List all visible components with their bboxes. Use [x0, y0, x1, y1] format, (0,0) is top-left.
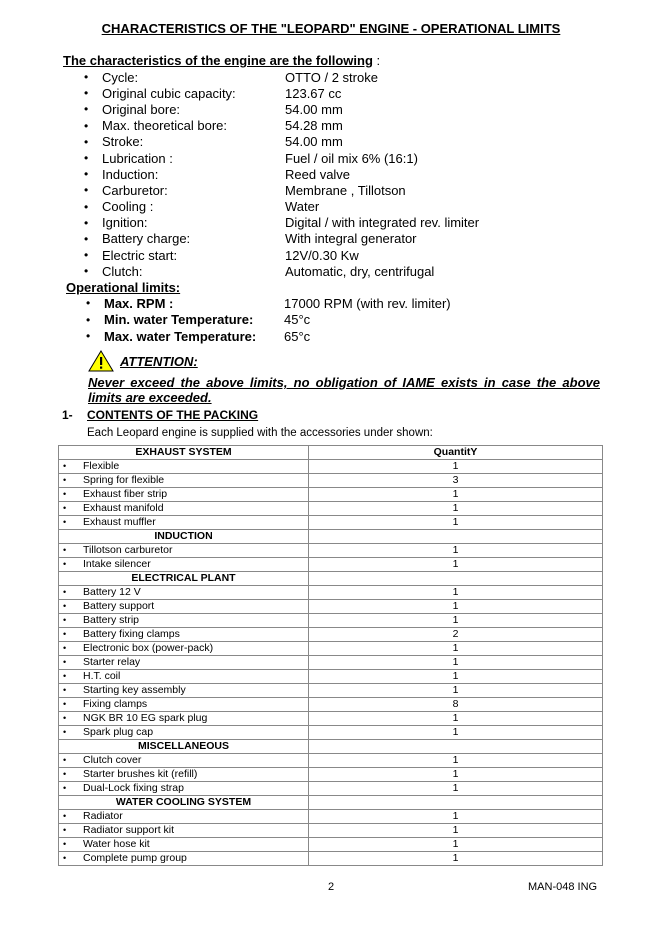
- table-row: [59, 628, 603, 642]
- table-row: [59, 600, 603, 614]
- characteristic-label: Original cubic capacity:: [102, 85, 236, 101]
- bullet-icon: •: [63, 853, 67, 863]
- table-row: [59, 782, 603, 796]
- item-name: H.T. coil: [83, 670, 121, 682]
- table-cell-quantity: 1: [309, 488, 603, 502]
- table-row: [59, 824, 603, 838]
- bullet-icon: •: [63, 769, 67, 779]
- characteristics-heading-text: The characteristics of the engine are the following: [63, 53, 373, 68]
- characteristic-label: Cooling :: [102, 199, 154, 215]
- table-cell-item: [59, 754, 309, 768]
- bullet-icon: •: [84, 248, 89, 263]
- section-title: CONTENTS OF THE PACKING: [87, 408, 259, 422]
- item-name: Radiator: [83, 810, 123, 822]
- table-section-label: MISCELLANEOUS: [59, 740, 309, 754]
- characteristic-value: Automatic, dry, centrifugal: [285, 263, 435, 279]
- table-row: [59, 726, 603, 740]
- table-cell-item: [59, 726, 309, 740]
- bullet-icon: •: [84, 167, 89, 182]
- characteristic-value: 54.00 mm: [285, 134, 343, 150]
- item-name: Starter relay: [83, 656, 141, 668]
- table-cell-quantity: 2: [309, 628, 603, 642]
- packing-table: [58, 445, 603, 866]
- characteristic-label: Stroke:: [102, 134, 144, 150]
- bullet-icon: •: [84, 70, 89, 85]
- list-item: [84, 85, 479, 101]
- table-cell-item: [59, 684, 309, 698]
- table-cell-item: [59, 614, 309, 628]
- table-cell-item: [59, 838, 309, 852]
- table-cell-quantity: 1: [309, 852, 603, 866]
- bullet-icon: •: [63, 545, 67, 555]
- list-item: [86, 295, 451, 312]
- table-row: [59, 698, 603, 712]
- list-item: [86, 312, 451, 329]
- item-name: Spark plug cap: [83, 726, 154, 738]
- table-cell-quantity: 1: [309, 516, 603, 530]
- item-name: Water hose kit: [83, 838, 150, 850]
- table-header-quantity: QuantitY: [309, 446, 603, 460]
- characteristic-value: OTTO / 2 stroke: [285, 69, 378, 85]
- table-section-row: [59, 740, 603, 754]
- list-item: [84, 69, 479, 85]
- table-cell-item: [59, 488, 309, 502]
- table-cell-quantity: 1: [309, 586, 603, 600]
- characteristic-value: Reed valve: [285, 166, 351, 182]
- characteristic-label: Battery charge:: [102, 231, 191, 247]
- table-section-label: ELECTRICAL PLANT: [59, 572, 309, 586]
- table-cell-item: [59, 782, 309, 796]
- bullet-icon: •: [84, 86, 89, 101]
- characteristic-value: Digital / with integrated rev. limiter: [285, 215, 480, 231]
- table-header-row: [59, 446, 603, 460]
- list-item: [86, 328, 451, 345]
- item-name: Starter brushes kit (refill): [83, 768, 198, 780]
- table-cell-item: [59, 852, 309, 866]
- limit-label: Min. water Temperature:: [104, 312, 254, 328]
- table-section-row: [59, 530, 603, 544]
- table-cell-item: [59, 642, 309, 656]
- page-number: 2: [327, 881, 335, 893]
- item-name: Electronic box (power-pack): [83, 642, 214, 654]
- table-row: [59, 684, 603, 698]
- table-cell-quantity: 1: [309, 614, 603, 628]
- table-row: [59, 474, 603, 488]
- list-item: [84, 150, 479, 166]
- table-header-item: EXHAUST SYSTEM: [59, 446, 309, 460]
- bullet-icon: •: [84, 264, 89, 279]
- table-section-label: WATER COOLING SYSTEM: [59, 796, 309, 810]
- table-cell-item: [59, 516, 309, 530]
- characteristic-label: Max. theoretical bore:: [102, 118, 228, 134]
- bullet-icon: •: [84, 102, 89, 117]
- section-number: 1-: [62, 408, 73, 422]
- list-item: [84, 134, 479, 150]
- item-name: Exhaust manifold: [83, 502, 164, 514]
- table-cell-quantity: 1: [309, 754, 603, 768]
- table-cell-item: [59, 656, 309, 670]
- operational-limits-heading: Operational limits:: [66, 280, 181, 295]
- characteristic-value: Water: [285, 199, 320, 215]
- list-item: [84, 166, 479, 182]
- table-cell-item: [59, 474, 309, 488]
- table-row: [59, 558, 603, 572]
- table-cell-quantity: 1: [309, 838, 603, 852]
- bullet-icon: •: [63, 657, 67, 667]
- item-name: Flexible: [83, 460, 120, 472]
- item-name: Battery support: [83, 600, 155, 612]
- table-cell-item: [59, 460, 309, 474]
- item-name: Tillotson carburetor: [83, 544, 173, 556]
- characteristic-value: 54.00 mm: [285, 101, 343, 117]
- characteristic-label: Cycle:: [102, 69, 139, 85]
- attention-title: ATTENTION:: [120, 353, 198, 369]
- item-name: NGK BR 10 EG spark plug: [83, 712, 208, 724]
- item-name: Complete pump group: [83, 852, 187, 864]
- bullet-icon: •: [63, 839, 67, 849]
- bullet-icon: •: [84, 134, 89, 149]
- table-cell-quantity: 1: [309, 684, 603, 698]
- section-intro: Each Leopard engine is supplied with the accessories under shown:: [87, 427, 433, 439]
- limit-label: Max. RPM :: [104, 295, 174, 311]
- warning-icon: [88, 350, 114, 372]
- list-item: [84, 182, 479, 198]
- table-row: [59, 488, 603, 502]
- table-cell-item: [59, 768, 309, 782]
- table-row: [59, 642, 603, 656]
- list-item: [84, 199, 479, 215]
- bullet-icon: •: [86, 312, 91, 327]
- table-row: [59, 768, 603, 782]
- bullet-icon: •: [63, 489, 67, 499]
- list-item: [84, 101, 479, 117]
- table-cell-quantity: 3: [309, 474, 603, 488]
- characteristics-heading: [63, 53, 380, 68]
- table-cell-item: [59, 600, 309, 614]
- characteristic-label: Ignition:: [102, 215, 148, 231]
- item-name: Intake silencer: [83, 558, 151, 570]
- table-section-label: INDUCTION: [59, 530, 309, 544]
- bullet-icon: •: [63, 671, 67, 681]
- table-cell-item: [59, 824, 309, 838]
- bullet-icon: •: [84, 183, 89, 198]
- item-name: Exhaust fiber strip: [83, 488, 168, 500]
- bullet-icon: •: [84, 151, 89, 166]
- item-name: Spring for flexible: [83, 474, 165, 486]
- characteristics-heading-suffix: :: [372, 53, 381, 68]
- bullet-icon: •: [63, 713, 67, 723]
- table-row: [59, 810, 603, 824]
- bullet-icon: •: [63, 587, 67, 597]
- bullet-icon: •: [84, 215, 89, 230]
- list-item: [84, 263, 479, 279]
- table-cell-quantity: 1: [309, 642, 603, 656]
- table-section-row: [59, 796, 603, 810]
- characteristic-value: Fuel / oil mix 6% (16:1): [285, 150, 418, 166]
- bullet-icon: •: [63, 643, 67, 653]
- item-name: Clutch cover: [83, 754, 142, 766]
- document-code: MAN-048 ING: [528, 881, 598, 893]
- item-name: Battery strip: [83, 614, 140, 626]
- table-cell-empty: [309, 530, 603, 544]
- table-cell-quantity: 1: [309, 824, 603, 838]
- list-item: [84, 231, 479, 247]
- limit-value: 17000 RPM (with rev. limiter): [284, 295, 451, 311]
- table-row: [59, 614, 603, 628]
- characteristic-value: Membrane , Tillotson: [285, 182, 406, 198]
- limit-value: 65°c: [284, 328, 311, 344]
- bullet-icon: •: [63, 559, 67, 569]
- bullet-icon: •: [63, 755, 67, 765]
- attention-box: [88, 349, 600, 405]
- bullet-icon: •: [84, 231, 89, 246]
- table-cell-quantity: 1: [309, 544, 603, 558]
- table-row: [59, 838, 603, 852]
- characteristic-label: Carburetor:: [102, 182, 168, 198]
- table-cell-quantity: 1: [309, 460, 603, 474]
- bullet-icon: •: [63, 503, 67, 513]
- item-name: Battery 12 V: [83, 586, 141, 598]
- table-cell-item: [59, 698, 309, 712]
- table-row: [59, 460, 603, 474]
- bullet-icon: •: [86, 329, 91, 344]
- table-cell-quantity: 1: [309, 600, 603, 614]
- table-cell-item: [59, 628, 309, 642]
- table-cell-item: [59, 586, 309, 600]
- characteristics-list: [84, 69, 479, 279]
- table-row: [59, 544, 603, 558]
- limit-value: 45°c: [284, 312, 311, 328]
- characteristic-label: Original bore:: [102, 101, 181, 117]
- item-name: Exhaust muffler: [83, 516, 156, 528]
- table-cell-quantity: 1: [309, 726, 603, 740]
- item-name: Starting key assembly: [83, 684, 186, 696]
- bullet-icon: •: [63, 811, 67, 821]
- table-cell-quantity: 1: [309, 768, 603, 782]
- characteristic-label: Induction:: [102, 166, 159, 182]
- characteristic-value: 54.28 mm: [285, 118, 343, 134]
- characteristic-value: With integral generator: [285, 231, 417, 247]
- table-row: [59, 754, 603, 768]
- table-cell-quantity: 1: [309, 810, 603, 824]
- bullet-icon: •: [63, 601, 67, 611]
- item-name: Dual-Lock fixing strap: [83, 782, 184, 794]
- table-row: [59, 516, 603, 530]
- table-cell-quantity: 1: [309, 712, 603, 726]
- section-heading: [62, 408, 258, 422]
- bullet-icon: •: [84, 118, 89, 133]
- operational-limits-list: [86, 295, 451, 345]
- item-name: Fixing clamps: [83, 698, 148, 710]
- bullet-icon: •: [63, 629, 67, 639]
- table-cell-item: [59, 712, 309, 726]
- item-name: Battery fixing clamps: [83, 628, 180, 640]
- bullet-icon: •: [63, 517, 67, 527]
- table-cell-item: [59, 502, 309, 516]
- table-cell-item: [59, 670, 309, 684]
- list-item: [84, 118, 479, 134]
- table-cell-quantity: 8: [309, 698, 603, 712]
- bullet-icon: •: [63, 461, 67, 471]
- bullet-icon: •: [63, 615, 67, 625]
- table-row: [59, 656, 603, 670]
- table-row: [59, 712, 603, 726]
- bullet-icon: •: [63, 685, 67, 695]
- bullet-icon: •: [63, 475, 67, 485]
- table-cell-empty: [309, 740, 603, 754]
- characteristic-value: 123.67 cc: [285, 85, 342, 101]
- bullet-icon: •: [63, 825, 67, 835]
- bullet-icon: •: [63, 783, 67, 793]
- table-cell-item: [59, 558, 309, 572]
- list-item: [84, 215, 479, 231]
- table-cell-quantity: 1: [309, 656, 603, 670]
- table-cell-item: [59, 810, 309, 824]
- table-cell-empty: [309, 796, 603, 810]
- table-cell-quantity: 1: [309, 502, 603, 516]
- table-section-row: [59, 572, 603, 586]
- bullet-icon: •: [63, 699, 67, 709]
- table-cell-quantity: 1: [309, 670, 603, 684]
- table-row: [59, 586, 603, 600]
- bullet-icon: •: [84, 199, 89, 214]
- limit-label: Max. water Temperature:: [104, 328, 257, 344]
- table-row: [59, 670, 603, 684]
- table-cell-item: [59, 544, 309, 558]
- characteristic-label: Lubrication :: [102, 150, 173, 166]
- table-row: [59, 852, 603, 866]
- table-cell-empty: [309, 572, 603, 586]
- table-cell-quantity: 1: [309, 558, 603, 572]
- bullet-icon: •: [63, 727, 67, 737]
- characteristic-label: Electric start:: [102, 247, 178, 263]
- bullet-icon: •: [86, 296, 91, 311]
- attention-text: Never exceed the above limits, no obligation of IAME exists in case the above limits are exceeded.: [88, 375, 600, 405]
- page-title: CHARACTERISTICS OF THE "LEOPARD" ENGINE - OPERATIONAL LIMITS: [101, 21, 561, 36]
- characteristic-label: Clutch:: [102, 263, 143, 279]
- item-name: Radiator support kit: [83, 824, 175, 836]
- list-item: [84, 247, 479, 263]
- characteristic-value: 12V/0.30 Kw: [285, 247, 359, 263]
- table-cell-quantity: 1: [309, 782, 603, 796]
- table-row: [59, 502, 603, 516]
